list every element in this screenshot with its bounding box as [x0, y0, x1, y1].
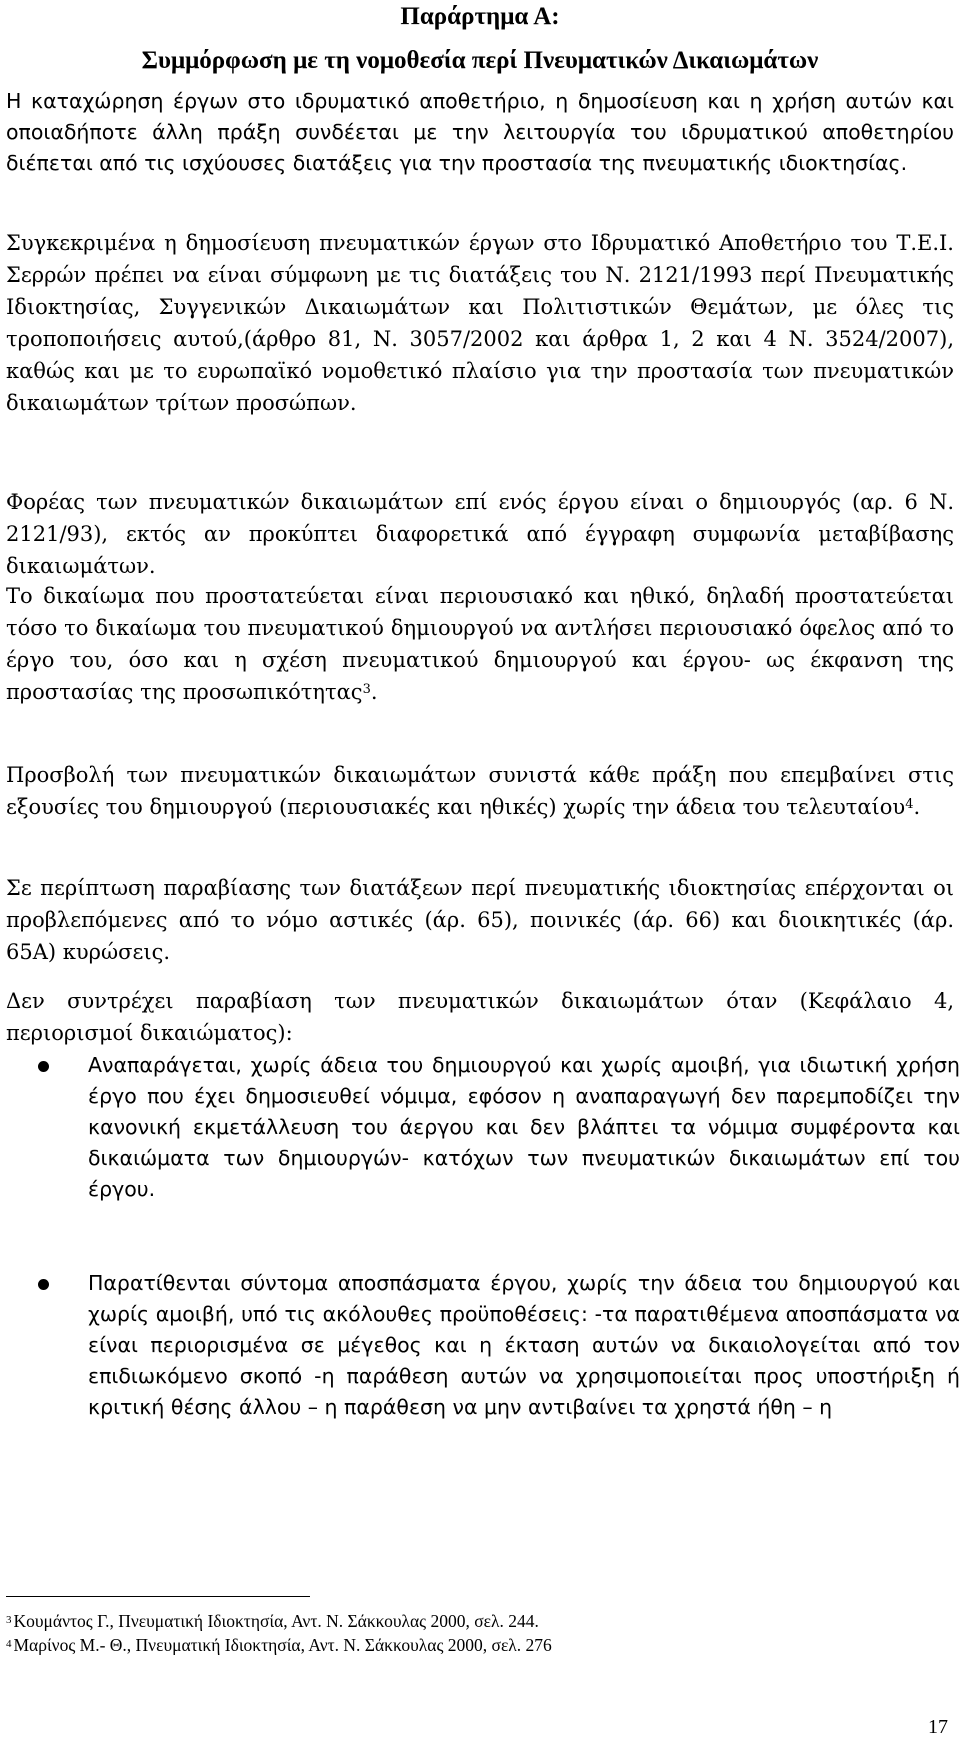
- footnote-ref-3: 3: [362, 682, 371, 697]
- footnote: [6, 1634, 954, 1656]
- footnote-number: 4: [6, 1638, 12, 1650]
- paragraph-intro: Η καταχώρηση έργων στο ιδρυματικό αποθετήριο, η δημοσίευση και η χρήση αυτών και οποιαδήποτε άλλη πράξη συνδέεται με την λειτουργία του ιδρυματικού αποθετηρίου διέπεται από τις ισχύουσες διατάξεις για την προστασία της πνευματικής ιδιοκτησίας.: [6, 89, 954, 175]
- paragraph-legislation: Συγκεκριμένα η δημοσίευση πνευματικών έργων στο Ιδρυματικό Αποθετήριο του Τ.Ε.Ι. Σερρών πρέπει να είναι σύμφωνη με τις διατάξεις του Ν. 2121/1993 περί Πνευματικής Ιδιοκτησίας, Συγγενικών Δικαιωμάτων και Πολιτιστικών Θεμάτων, με όλες τις τροποποιήσεις αυτού,(άρθρο 81, Ν. 3057/2002 και άρθρα 1, 2 και 4 Ν. 3524/2007), καθώς και με το ευρωπαϊκό νομοθετικό πλαίσιο για την προστασία των πνευματικών δικαιωμάτων τρίτων προσώπων.: [6, 231, 954, 415]
- appendix-subtitle: Συμμόρφωση με τη νομοθεσία περί Πνευματικών Δικαιωμάτων: [141, 47, 819, 74]
- paragraph-infringement: Προσβολή των πνευματικών δικαιωμάτων συνιστά κάθε πράξη που επεμβαίνει στις εξουσίες του δημιουργού (περιουσιακές και ηθικές) χωρίς την άδεια του τελευταίου$^4$.: [6, 763, 954, 819]
- list-item-text: Παρατίθενται σύντομα αποσπάσματα έργου, χωρίς την άδεια του δημιουργού και χωρίς αμοιβή, υπό τις ακόλουθες προϋποθέσεις: -τα παρατιθέμενα αποσπάσματα να είναι περιορισμένα σε μέγεθος και η έκταση αυτών να δικαιολογείται από τον επιδιωκόμενο σκοπό -η παράθεση αυτών να χρησιμοποιείται προς υποστήριξη ή κριτική θέσης άλλου – η παράθεση να μην αντιβαίνει τα χρηστά ήθη – η: [88, 1271, 960, 1419]
- paragraph-infringement-text: Προσβολή των πνευματικών δικαιωμάτων συνιστά κάθε πράξη που επεμβαίνει στις εξουσίες του δημιουργού (περιουσιακές και ηθικές) χωρίς την άδεια του τελευταίου: [6, 763, 954, 819]
- footnote: [6, 1610, 954, 1632]
- bullet-icon: [38, 1061, 49, 1072]
- paragraph-protected-right: Το δικαίωμα που προστατεύεται είναι περιουσιακό και ηθικό, δηλαδή προστατεύεται τόσο το δικαίωμα του πνευματικού δημιουργού να αντλήσει περιουσιακό όφελος από το έργο του, όσο και η σχέση πνευματικού δημιουργού και έργου- ως έκφανση της προστασίας της προσωπικότητας$^3$.: [6, 584, 954, 704]
- paragraph-sanctions: Σε περίπτωση παραβίασης των διατάξεων περί πνευματικής ιδιοκτησίας επέρχονται οι προβλεπόμενες από το νόμο αστικές (άρ. 65), ποινικές (άρ. 66) και διοικητικές (άρ. 65Α) κυρώσεις.: [6, 876, 954, 964]
- footnote-text: Μαρίνος Μ.- Θ., Πνευματική Ιδιοκτησία, Αντ. Ν. Σάκκουλας 2000, σελ. 276: [13, 1635, 552, 1655]
- paragraph-rights-holder: Φορέας των πνευματικών δικαιωμάτων επί ενός έργου είναι ο δημιουργός (αρ. 6 Ν. 2121/93), εκτός αν προκύπτει διαφορετικά από έγγραφη συμφωνία μεταβίβασης δικαιωμάτων.: [6, 490, 954, 578]
- appendix-title: Παράρτημα Α:: [400, 3, 560, 30]
- footnote-divider: [6, 1596, 310, 1597]
- footnote-number: 3: [6, 1614, 12, 1626]
- footnote-ref-4: 4: [905, 797, 914, 812]
- bullet-icon: [38, 1279, 49, 1290]
- list-item-text: Αναπαράγεται, χωρίς άδεια του δημιουργού και χωρίς αμοιβή, για ιδιωτική χρήση έργο που έχει δημοσιευθεί νόμιμα, εφόσον η αναπαραγωγή δεν παρεμποδίζει την κανονική εκμετάλλευση του άεργου και δεν βλάπτει τα νόμιμα συμφέροντα και δικαιώματα των δημιουργών- κατόχων των πνευματικών δικαιωμάτων επί του έργου.: [88, 1053, 960, 1201]
- paragraph-exceptions: Δεν συντρέχει παραβίαση των πνευματικών δικαιωμάτων όταν (Κεφάλαιο 4, περιορισμοί δικαιώματος):: [6, 989, 954, 1045]
- paragraph-protected-right-text: Το δικαίωμα που προστατεύεται είναι περιουσιακό και ηθικό, δηλαδή προστατεύεται τόσο το δικαίωμα του πνευματικού δημιουργού να αντλήσει περιουσιακό όφελος από το έργο του, όσο και η σχέση πνευματικού δημιουργού και έργου- ως έκφανση της προστασίας της προσωπικότητας: [6, 584, 954, 704]
- footnote-text: Κουμάντος Γ., Πνευματική Ιδιοκτησία, Αντ. Ν. Σάκκουλας 2000, σελ. 244.: [13, 1611, 539, 1631]
- page-number: 17: [928, 1716, 948, 1738]
